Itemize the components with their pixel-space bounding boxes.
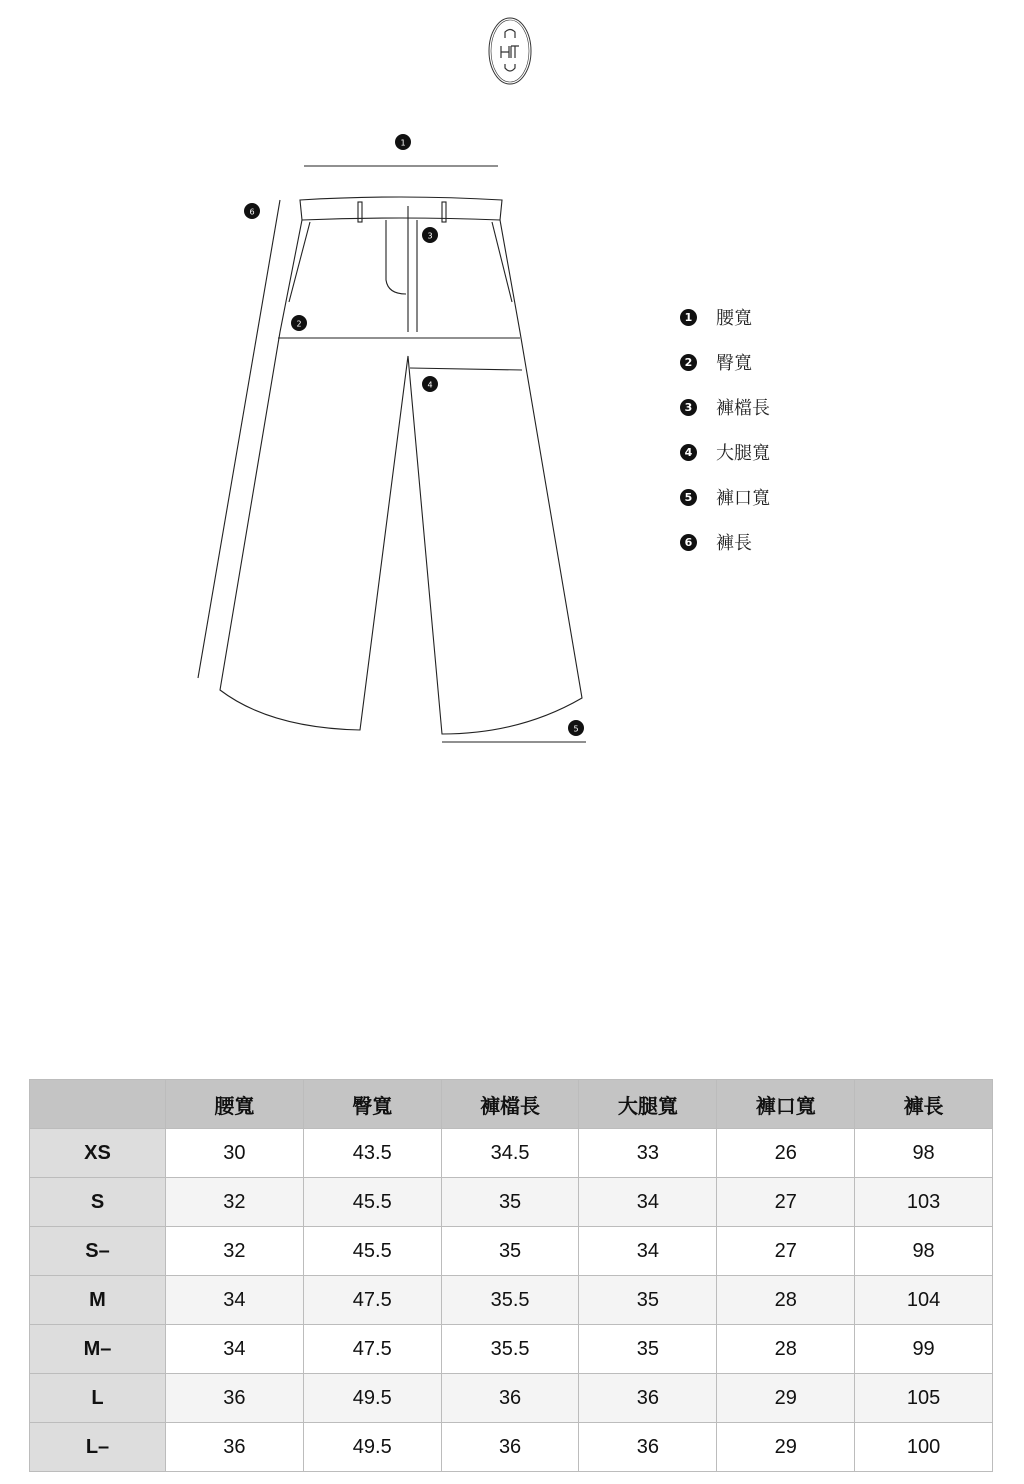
legend-number: 4 — [680, 444, 697, 461]
table-row — [30, 1276, 993, 1325]
table-cell: 45.5 — [303, 1178, 441, 1227]
marker-4: 4 — [427, 380, 433, 390]
legend-label: 大腿寬 — [716, 443, 770, 464]
table-cell: 35 — [579, 1276, 717, 1325]
legend-item-hip — [680, 351, 770, 373]
table-cell: 32 — [166, 1227, 304, 1276]
length-measure-line — [198, 200, 280, 678]
legend-number: 5 — [680, 489, 697, 506]
table-cell: 100 — [855, 1423, 993, 1472]
table-row — [30, 1178, 993, 1227]
legend-number: 3 — [680, 399, 697, 416]
table-cell: 27 — [717, 1227, 855, 1276]
pants-diagram — [190, 120, 600, 760]
legend-item-hem — [680, 486, 770, 508]
table-cell: 29 — [717, 1423, 855, 1472]
size-label: M– — [30, 1325, 166, 1374]
table-cell: 36 — [441, 1423, 579, 1472]
pants-outline — [220, 220, 582, 734]
legend-label: 臀寬 — [716, 353, 752, 374]
table-cell: 49.5 — [303, 1374, 441, 1423]
table-cell: 32 — [166, 1178, 304, 1227]
table-cell: 34 — [166, 1276, 304, 1325]
table-cell: 36 — [166, 1423, 304, 1472]
table-header-cell: 褲口寬 — [717, 1080, 855, 1129]
table-cell: 104 — [855, 1276, 993, 1325]
legend-label: 褲長 — [716, 533, 752, 554]
table-cell: 99 — [855, 1325, 993, 1374]
table-cell: 35 — [441, 1178, 579, 1227]
table-cell: 103 — [855, 1178, 993, 1227]
marker-6: 6 — [249, 207, 255, 217]
table-cell: 28 — [717, 1276, 855, 1325]
legend-label: 褲檔長 — [716, 398, 770, 419]
table-cell: 34 — [579, 1178, 717, 1227]
table-cell: 49.5 — [303, 1423, 441, 1472]
size-label: S– — [30, 1227, 166, 1276]
waistband — [300, 197, 502, 220]
table-header-cell: 大腿寬 — [579, 1080, 717, 1129]
table-cell: 36 — [166, 1374, 304, 1423]
size-label: XS — [30, 1129, 166, 1178]
table-cell: 36 — [579, 1423, 717, 1472]
table-cell: 35.5 — [441, 1325, 579, 1374]
table-cell: 28 — [717, 1325, 855, 1374]
table-header-cell: 褲檔長 — [441, 1080, 579, 1129]
measurement-legend — [680, 306, 770, 576]
table-header-cell: 腰寬 — [166, 1080, 304, 1129]
table-cell: 47.5 — [303, 1276, 441, 1325]
table-row — [30, 1325, 993, 1374]
thigh-measure-line — [410, 368, 522, 370]
size-label: S — [30, 1178, 166, 1227]
table-row — [30, 1374, 993, 1423]
marker-2: 2 — [296, 319, 302, 329]
table-cell: 43.5 — [303, 1129, 441, 1178]
legend-label: 腰寬 — [716, 308, 752, 329]
table-cell: 35 — [579, 1325, 717, 1374]
legend-item-waist — [680, 306, 770, 328]
table-cell: 26 — [717, 1129, 855, 1178]
size-label: M — [30, 1276, 166, 1325]
table-row — [30, 1129, 993, 1178]
table-cell: 36 — [579, 1374, 717, 1423]
table-cell: 34 — [166, 1325, 304, 1374]
table-cell: 33 — [579, 1129, 717, 1178]
table-header-cell: 臀寬 — [303, 1080, 441, 1129]
table-cell: 27 — [717, 1178, 855, 1227]
brand-logo — [487, 16, 533, 86]
table-header-cell: 褲長 — [855, 1080, 993, 1129]
table-cell: 35.5 — [441, 1276, 579, 1325]
table-row — [30, 1227, 993, 1276]
size-label: L– — [30, 1423, 166, 1472]
table-header-cell — [30, 1080, 166, 1129]
table-cell: 34.5 — [441, 1129, 579, 1178]
legend-number: 6 — [680, 534, 697, 551]
table-cell: 45.5 — [303, 1227, 441, 1276]
table-cell: 30 — [166, 1129, 304, 1178]
table-cell: 34 — [579, 1227, 717, 1276]
size-label: L — [30, 1374, 166, 1423]
legend-item-thigh — [680, 441, 770, 463]
legend-number: 1 — [680, 309, 697, 326]
table-cell: 98 — [855, 1129, 993, 1178]
table-cell: 36 — [441, 1374, 579, 1423]
table-row — [30, 1423, 993, 1472]
table-header-row — [30, 1080, 993, 1129]
marker-1: 1 — [400, 138, 406, 148]
table-cell: 105 — [855, 1374, 993, 1423]
diagram-markers — [244, 134, 584, 736]
legend-number: 2 — [680, 354, 697, 371]
legend-label: 褲口寬 — [716, 488, 770, 509]
size-chart-table — [29, 1079, 993, 1472]
table-cell: 29 — [717, 1374, 855, 1423]
marker-5: 5 — [573, 724, 579, 734]
table-cell: 98 — [855, 1227, 993, 1276]
legend-item-rise — [680, 396, 770, 418]
marker-3: 3 — [427, 231, 433, 241]
table-cell: 47.5 — [303, 1325, 441, 1374]
legend-item-length — [680, 531, 770, 553]
table-cell: 35 — [441, 1227, 579, 1276]
